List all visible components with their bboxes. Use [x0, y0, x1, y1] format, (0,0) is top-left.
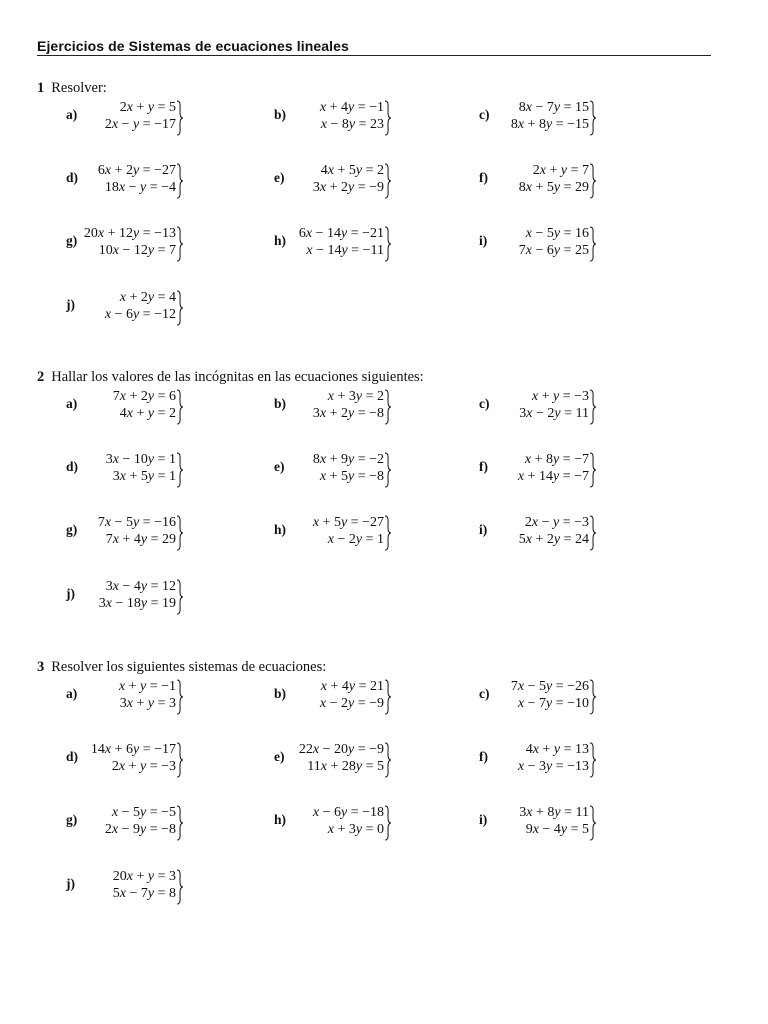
equation-first: x + 5y = −27 [312, 515, 384, 530]
equation-first: x + 8y = −7 [524, 452, 589, 467]
equation-first: x + 2y = 4 [119, 290, 176, 305]
equation-system [84, 678, 176, 716]
exercise-label: a) [66, 396, 78, 411]
right-brace-icon [176, 163, 183, 199]
equation-first: 20x + 12y = −13 [83, 226, 176, 241]
equation-first: x + y = −3 [531, 389, 589, 404]
right-brace-icon [589, 389, 596, 425]
equation-system [84, 804, 176, 842]
exercise-label: j) [66, 876, 75, 891]
equation-first: 2x + y = 5 [119, 100, 176, 115]
equation-first: 4x + 5y = 2 [320, 163, 384, 178]
section-instruction: Hallar los valores de las incógnitas en las ecuaciones siguientes: [51, 369, 424, 385]
exercise-label: g) [66, 812, 78, 827]
equation-first: x − 6y = −18 [312, 805, 384, 820]
right-brace-icon [176, 579, 183, 615]
equation-second: 4x + y = 2 [119, 406, 176, 421]
equation-second: x − 6y = −12 [104, 307, 176, 322]
section-instruction: Resolver: [51, 80, 107, 96]
exercise-label: c) [479, 396, 490, 411]
equation-system [497, 514, 589, 552]
exercise-label: i) [479, 233, 488, 248]
exercise-label: g) [66, 233, 78, 248]
equation-system [497, 678, 589, 716]
exercise-label: b) [274, 686, 287, 701]
right-brace-icon [384, 742, 391, 778]
right-brace-icon [384, 163, 391, 199]
exercise-label: a) [66, 686, 78, 701]
exercise-label: f) [479, 749, 488, 764]
exercise-label: d) [66, 749, 79, 764]
right-brace-icon [176, 290, 183, 326]
right-brace-icon [384, 452, 391, 488]
equation-first: x + 4y = 21 [320, 679, 384, 694]
exercise-label: j) [66, 586, 75, 601]
equation-first: x − 5y = −5 [111, 805, 176, 820]
equation-second: 18x − y = −4 [104, 180, 176, 195]
equation-second: x + 14y = −7 [517, 469, 589, 484]
equation-second: x − 2y = 1 [327, 532, 384, 547]
exercise-label: h) [274, 233, 287, 248]
equation-first: 2x − y = −3 [524, 515, 589, 530]
equation-second: 3x − 2y = 11 [519, 406, 589, 421]
equation-second: x + 5y = −8 [319, 469, 384, 484]
right-brace-icon [176, 226, 183, 262]
equation-system [84, 289, 176, 327]
equation-second: 5x + 2y = 24 [518, 532, 589, 547]
equation-second: 2x + y = −3 [111, 759, 176, 774]
exercise-label: e) [274, 749, 285, 764]
equation-system [84, 868, 176, 906]
equation-second: 5x − 7y = 8 [112, 886, 176, 901]
equation-system [497, 225, 589, 263]
equation-first: 3x − 4y = 12 [105, 579, 176, 594]
exercise-label: c) [479, 686, 490, 701]
right-brace-icon [589, 163, 596, 199]
equation-second: 9x − 4y = 5 [525, 822, 589, 837]
right-brace-icon [589, 679, 596, 715]
equation-system [497, 162, 589, 200]
equation-system [497, 99, 589, 137]
section-instruction: Resolver los siguientes sistemas de ecuaciones: [51, 659, 327, 675]
equation-system [292, 804, 384, 842]
equation-system [84, 225, 176, 263]
equation-second: x − 7y = −10 [517, 696, 589, 711]
section-heading [37, 659, 326, 676]
exercise-label: f) [479, 459, 488, 474]
equation-first: 14x + 6y = −17 [90, 742, 176, 757]
exercise-label: c) [479, 107, 490, 122]
right-brace-icon [176, 452, 183, 488]
right-brace-icon [384, 805, 391, 841]
equation-first: x + 4y = −1 [319, 100, 384, 115]
equation-first: 4x + y = 13 [525, 742, 589, 757]
exercise-label: h) [274, 522, 287, 537]
equation-first: 2x + y = 7 [532, 163, 589, 178]
equation-system [497, 451, 589, 489]
exercise-label: a) [66, 107, 78, 122]
right-brace-icon [176, 389, 183, 425]
equation-system [292, 451, 384, 489]
exercise-label: h) [274, 812, 287, 827]
equation-first: 20x + y = 3 [112, 869, 176, 884]
equation-first: 6x + 2y = −27 [97, 163, 176, 178]
right-brace-icon [176, 679, 183, 715]
equation-second: x − 2y = −9 [319, 696, 384, 711]
exercise-label: j) [66, 297, 75, 312]
right-brace-icon [176, 869, 183, 905]
equation-second: 8x + 8y = −15 [510, 117, 589, 132]
equation-system [84, 162, 176, 200]
equation-second: 3x − 18y = 19 [98, 596, 176, 611]
equation-system [84, 741, 176, 779]
equation-system [292, 99, 384, 137]
exercise-label: b) [274, 396, 287, 411]
right-brace-icon [589, 226, 596, 262]
equation-second: 7x − 6y = 25 [518, 243, 589, 258]
right-brace-icon [176, 805, 183, 841]
equation-first: 7x − 5y = −16 [97, 515, 176, 530]
equation-system [292, 225, 384, 263]
right-brace-icon [176, 742, 183, 778]
equation-system [292, 741, 384, 779]
equation-second: x − 3y = −13 [517, 759, 589, 774]
equation-system [84, 451, 176, 489]
right-brace-icon [176, 515, 183, 551]
right-brace-icon [384, 679, 391, 715]
right-brace-icon [589, 100, 596, 136]
right-brace-icon [176, 100, 183, 136]
right-brace-icon [589, 452, 596, 488]
exercise-label: d) [66, 459, 79, 474]
equation-second: 3x + 2y = −9 [312, 180, 384, 195]
section-number: 1 [37, 80, 45, 96]
equation-system [84, 514, 176, 552]
section-heading [37, 80, 107, 97]
equation-first: 8x + 9y = −2 [312, 452, 384, 467]
equation-system [497, 388, 589, 426]
equation-first: 8x − 7y = 15 [518, 100, 589, 115]
equation-second: x + 3y = 0 [327, 822, 384, 837]
equation-first: 22x − 20y = −9 [298, 742, 384, 757]
right-brace-icon [589, 515, 596, 551]
exercise-label: e) [274, 170, 285, 185]
equation-system [84, 578, 176, 616]
exercise-label: e) [274, 459, 285, 474]
equation-second: 3x + 2y = −8 [312, 406, 384, 421]
equation-second: 2x − 9y = −8 [104, 822, 176, 837]
exercise-label: b) [274, 107, 287, 122]
right-brace-icon [384, 226, 391, 262]
section-number: 2 [37, 369, 45, 385]
equation-system [84, 99, 176, 137]
equation-system [497, 741, 589, 779]
equation-second: x − 8y = 23 [320, 117, 384, 132]
page-title: Ejercicios de Sistemas de ecuaciones lineales [37, 38, 349, 54]
exercise-label: i) [479, 812, 488, 827]
equation-second: 2x − y = −17 [104, 117, 176, 132]
equation-first: 3x − 10y = 1 [105, 452, 176, 467]
equation-second: 8x + 5y = 29 [518, 180, 589, 195]
equation-system [292, 162, 384, 200]
equation-second: 3x + 5y = 1 [112, 469, 176, 484]
equation-system [497, 804, 589, 842]
equation-first: 7x − 5y = −26 [510, 679, 589, 694]
title-underline [37, 55, 711, 56]
equation-second: 7x + 4y = 29 [105, 532, 176, 547]
equation-second: x − 14y = −11 [306, 243, 384, 258]
exercise-label: d) [66, 170, 79, 185]
equation-system [292, 678, 384, 716]
right-brace-icon [384, 100, 391, 136]
equation-first: x + y = −1 [118, 679, 176, 694]
equation-second: 11x + 28y = 5 [307, 759, 384, 774]
right-brace-icon [384, 389, 391, 425]
equation-first: 6x − 14y = −21 [298, 226, 384, 241]
exercise-label: g) [66, 522, 78, 537]
equation-second: 3x + y = 3 [119, 696, 176, 711]
section-heading [37, 369, 424, 386]
section-number: 3 [37, 659, 45, 675]
right-brace-icon [589, 742, 596, 778]
exercise-label: f) [479, 170, 488, 185]
equation-first: x + 3y = 2 [327, 389, 384, 404]
equation-second: 10x − 12y = 7 [98, 243, 176, 258]
equation-system [84, 388, 176, 426]
equation-system [292, 388, 384, 426]
equation-first: 3x + 8y = 11 [519, 805, 589, 820]
equation-system [292, 514, 384, 552]
equation-first: x − 5y = 16 [525, 226, 589, 241]
right-brace-icon [589, 805, 596, 841]
equation-first: 7x + 2y = 6 [112, 389, 176, 404]
exercise-label: i) [479, 522, 488, 537]
right-brace-icon [384, 515, 391, 551]
